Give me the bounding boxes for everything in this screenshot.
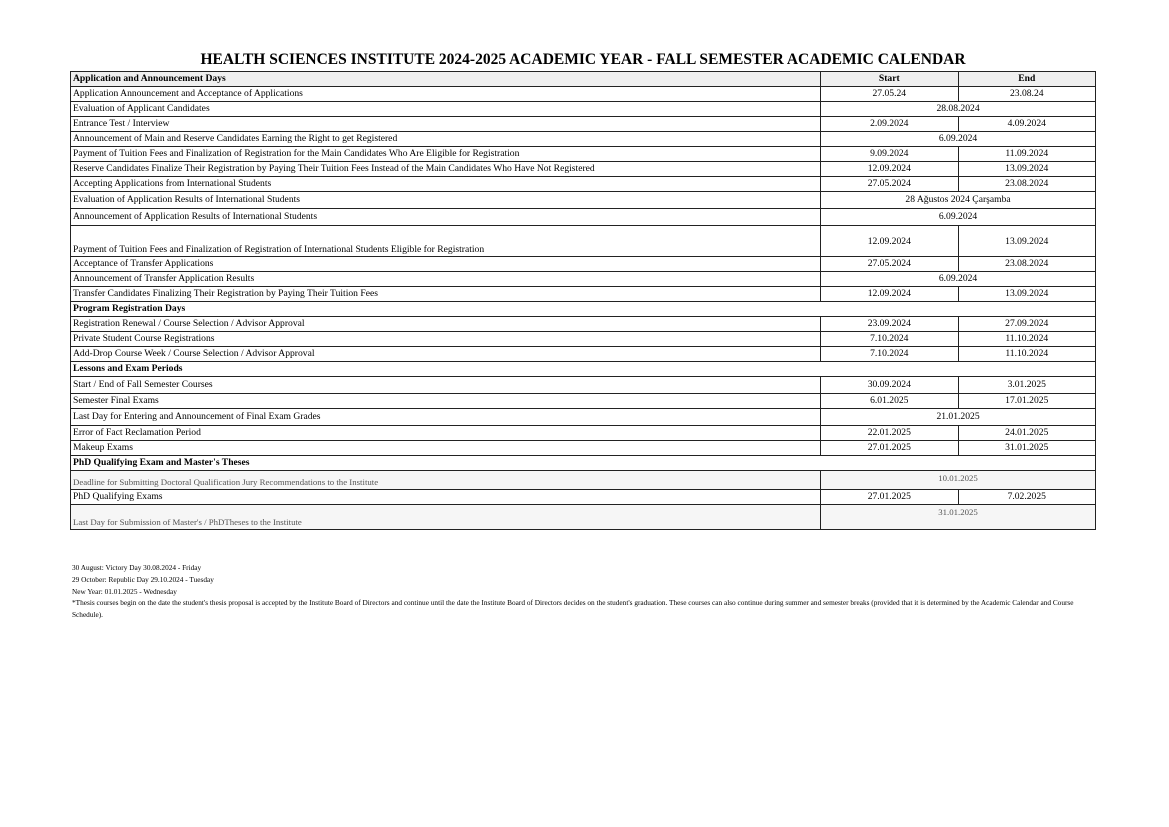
- event-label: PhD Qualifying Exams: [71, 490, 821, 505]
- table-row: [71, 177, 1096, 192]
- table-row: [71, 147, 1096, 162]
- event-label: Reserve Candidates Finalize Their Registration by Paying Their Tuition Fees Instead of the Main Candidates Who Have Not Registered: [71, 162, 821, 177]
- table-row: [71, 409, 1096, 426]
- end-date: 24.01.2025: [958, 426, 1095, 441]
- footnotes: [72, 562, 1096, 621]
- single-date: 6.09.2024: [821, 132, 1096, 147]
- event-label: Announcement of Application Results of International Students: [71, 209, 821, 226]
- table-row: [71, 87, 1096, 102]
- single-date: 6.09.2024: [821, 209, 1096, 226]
- end-date: 11.10.2024: [958, 347, 1095, 362]
- start-date: 6.01.2025: [821, 394, 958, 409]
- section-row: [71, 362, 1096, 377]
- event-label: Entrance Test / Interview: [71, 117, 821, 132]
- start-date: 27.05.2024: [821, 257, 958, 272]
- event-label: Semester Final Exams: [71, 394, 821, 409]
- start-date: 2.09.2024: [821, 117, 958, 132]
- end-date: 3.01.2025: [958, 377, 1095, 394]
- start-date: 27.05.2024: [821, 177, 958, 192]
- table-row: [71, 505, 1096, 530]
- single-date: 10.01.2025: [821, 471, 1096, 490]
- start-date: 12.09.2024: [821, 287, 958, 302]
- end-date: 23.08.2024: [958, 177, 1095, 192]
- section-header-lessons-exams: Lessons and Exam Periods: [71, 362, 1096, 377]
- end-date: 4.09.2024: [958, 117, 1095, 132]
- end-date: 11.10.2024: [958, 332, 1095, 347]
- start-date: 27.01.2025: [821, 490, 958, 505]
- note-victory-day: 30 August: Victory Day 30.08.2024 - Friday: [72, 563, 202, 572]
- event-label: Makeup Exams: [71, 441, 821, 456]
- end-date: 13.09.2024: [958, 226, 1095, 257]
- table-row: [71, 102, 1096, 117]
- event-label: Evaluation of Applicant Candidates: [71, 102, 821, 117]
- start-date: 23.09.2024: [821, 317, 958, 332]
- event-label: Private Student Course Registrations: [71, 332, 821, 347]
- table-row: [71, 332, 1096, 347]
- note-republic-day: 29 October: Republic Day 29.10.2024 - Tuesday: [72, 574, 214, 584]
- section-header-application: Application and Announcement Days: [71, 72, 821, 87]
- table-row: [71, 317, 1096, 332]
- end-date: 23.08.24: [958, 87, 1095, 102]
- note-new-year: New Year: 01.01.2025 - Wednesday: [72, 586, 177, 596]
- single-date: 31.01.2025: [821, 505, 1096, 530]
- event-label: Error of Fact Reclamation Period: [71, 426, 821, 441]
- table-row: [71, 377, 1096, 394]
- table-row: [71, 441, 1096, 456]
- end-date: 27.09.2024: [958, 317, 1095, 332]
- event-label: Transfer Candidates Finalizing Their Registration by Paying Their Tuition Fees: [71, 287, 821, 302]
- event-label: Add-Drop Course Week / Course Selection / Advisor Approval: [71, 347, 821, 362]
- table-row: [71, 117, 1096, 132]
- start-date: 9.09.2024: [821, 147, 958, 162]
- start-date: 30.09.2024: [821, 377, 958, 394]
- section-row: [71, 302, 1096, 317]
- page-title: HEALTH SCIENCES INSTITUTE 2024-2025 ACADEMIC YEAR - FALL SEMESTER ACADEMIC CALENDAR: [200, 51, 966, 68]
- event-label: Start / End of Fall Semester Courses: [71, 377, 821, 394]
- table-row: [71, 272, 1096, 287]
- start-date: 12.09.2024: [821, 226, 958, 257]
- end-date: 31.01.2025: [958, 441, 1095, 456]
- single-date: 6.09.2024: [821, 272, 1096, 287]
- table-row: [71, 209, 1096, 226]
- table-row: [71, 132, 1096, 147]
- event-label: Accepting Applications from International Students: [71, 177, 821, 192]
- table-row: [71, 394, 1096, 409]
- event-label: Payment of Tuition Fees and Finalization of Registration for the Main Candidates Who Are Eligible for Registration: [71, 147, 821, 162]
- single-date: 21.01.2025: [821, 409, 1096, 426]
- start-date: 22.01.2025: [821, 426, 958, 441]
- section-header-phd-theses: PhD Qualifying Exam and Master's Theses: [71, 456, 1096, 471]
- event-label: Last Day for Entering and Announcement of Final Exam Grades: [71, 409, 821, 426]
- section-row: [71, 456, 1096, 471]
- table-row: [71, 426, 1096, 441]
- single-date: 28 Ağustos 2024 Çarşamba: [821, 192, 1096, 209]
- event-label: Deadline for Submitting Doctoral Qualification Jury Recommendations to the Institute: [71, 471, 821, 490]
- end-column-header: End: [958, 72, 1095, 87]
- academic-calendar-table: [70, 71, 1096, 530]
- start-date: 7.10.2024: [821, 347, 958, 362]
- table-row: [71, 162, 1096, 177]
- end-date: 11.09.2024: [958, 147, 1095, 162]
- event-label: Last Day for Submission of Master's / PhDTheses to the Institute: [71, 505, 821, 530]
- note-thesis-courses: *Thesis courses begin on the date the student's thesis proposal is accepted by the Institute Board of Directors and continue until the date the Institute Board of Directors decides on the student's graduation. These courses can also continue during summer and semester breaks (provided that it is determined by the Academic Calendar and Course Schedule).: [72, 598, 1074, 620]
- event-label: Announcement of Main and Reserve Candidates Earning the Right to get Registered: [71, 132, 821, 147]
- section-header-program-registration: Program Registration Days: [71, 302, 1096, 317]
- start-date: 7.10.2024: [821, 332, 958, 347]
- event-label: Registration Renewal / Course Selection / Advisor Approval: [71, 317, 821, 332]
- event-label: Announcement of Transfer Application Results: [71, 272, 821, 287]
- table-row: [71, 490, 1096, 505]
- table-row: [71, 471, 1096, 490]
- event-label: Evaluation of Application Results of International Students: [71, 192, 821, 209]
- event-label: Acceptance of Transfer Applications: [71, 257, 821, 272]
- end-date: 13.09.2024: [958, 287, 1095, 302]
- end-date: 13.09.2024: [958, 162, 1095, 177]
- table-row: [71, 347, 1096, 362]
- start-column-header: Start: [821, 72, 958, 87]
- start-date: 27.05.24: [821, 87, 958, 102]
- start-date: 12.09.2024: [821, 162, 958, 177]
- end-date: 7.02.2025: [958, 490, 1095, 505]
- table-row: [71, 257, 1096, 272]
- end-date: 23.08.2024: [958, 257, 1095, 272]
- event-label: Payment of Tuition Fees and Finalization of Registration of International Students Eligible for Registration: [71, 226, 821, 257]
- table-row: [71, 192, 1096, 209]
- header-row: [71, 72, 1096, 87]
- end-date: 17.01.2025: [958, 394, 1095, 409]
- table-row: [71, 226, 1096, 257]
- event-label: Application Announcement and Acceptance of Applications: [71, 87, 821, 102]
- table-row: [71, 287, 1096, 302]
- start-date: 27.01.2025: [821, 441, 958, 456]
- single-date: 28.08.2024: [821, 102, 1096, 117]
